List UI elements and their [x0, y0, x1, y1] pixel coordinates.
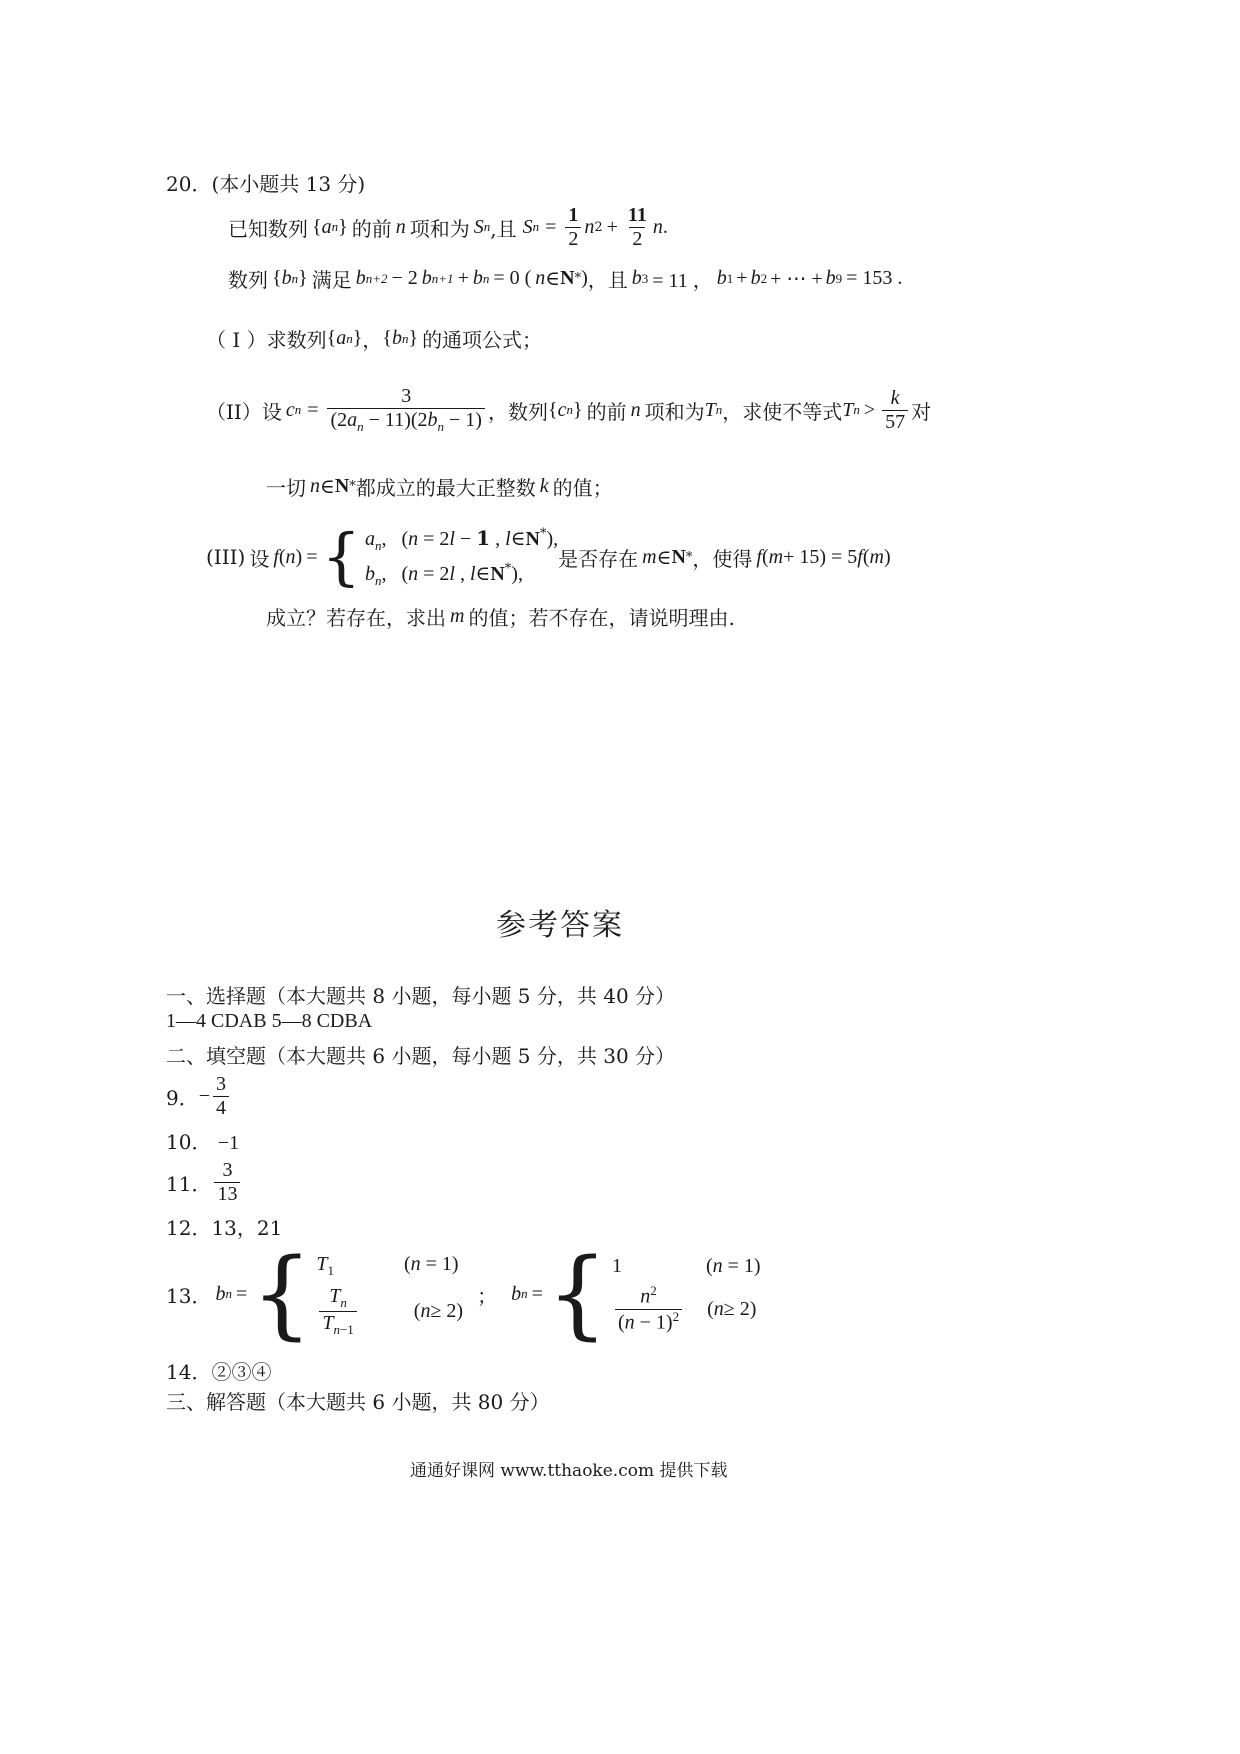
- part-2-line2: 一切 n ∈ N * 都成立的最大正整数 k 的值；: [266, 475, 613, 500]
- problem-intro-line1: 已知数列 { a n } 的前 n 项和为 S n ,且 S n = $\frac{1}{2}$ n 2 + $\frac{11}{2}$ n .: [228, 203, 668, 250]
- part-1: （ I ） 求数列 { a n } ， { b n } 的通项公式；: [206, 327, 543, 352]
- answer-10: 10． −1: [166, 1130, 240, 1154]
- choice-answers: 1—4 CDAB 5—8 CDBA: [166, 1010, 373, 1032]
- part-3-line2: 成立？若存在，求出 m 的值；若不存在，请说明理由.: [266, 605, 735, 630]
- part-3: (III) 设 f ( n ) = { $a_n$, (n = 2l − 1 , l∈N*), $b_n$, (n = 2l , l∈N*), 是否存在 m ∈ N * ，使得 f ( m + 15) = 5 f ( m ): [206, 520, 891, 593]
- problem-intro-line2: 数列 { b n } 满足 b n+2 − 2 b n+1 + b n = 0 ( n ∈ N * ) ，且 b 3 = 11 ， b 1 + b 2 + ⋯ + b 9 = 153 .: [228, 267, 903, 292]
- part-2: （II） 设 c n = $\frac{3}{(2a_n - 11)(2b_n - 1)}$ ，数列 { c n } 的前 n 项和为 T n ，求使不等式 T n > $\frac{k}{57}$ 对: [206, 385, 932, 435]
- section-3-heading: 三、解答题（本大题共 6 小题，共 80 分）: [166, 1390, 550, 1414]
- problem-number: 20．(本小题共 13 分): [166, 172, 366, 196]
- answer-14: 14．②③④: [166, 1360, 272, 1384]
- problem-header: (本小题共 13 分): [211, 172, 366, 196]
- footer-text: 通通好课网 www.tthaoke.com 提供下载: [410, 1461, 728, 1481]
- answer-13: 13． b n = { $T_1$ (n = 1) $\frac{T_n}{T_{n-1}}$ ( n ≥ 2) ； b n = { 1 (n = 1) $\frac{n^2}{(n - 1)^2}$ ( n ≥ 2): [166, 1238, 761, 1350]
- answers-title: 参考答案: [496, 908, 624, 943]
- section-2-heading: 二、填空题（本大题共 6 小题，每小题 5 分，共 30 分）: [166, 1044, 676, 1068]
- answer-12: 12．13，21: [166, 1216, 283, 1240]
- answer-9: 9． − $\frac{3}{4}$: [166, 1068, 232, 1124]
- section-1-heading: 一、选择题（本大题共 8 小题，每小题 5 分，共 40 分）: [166, 984, 676, 1008]
- answer-11: 11． $\frac{3}{13}$: [166, 1154, 243, 1210]
